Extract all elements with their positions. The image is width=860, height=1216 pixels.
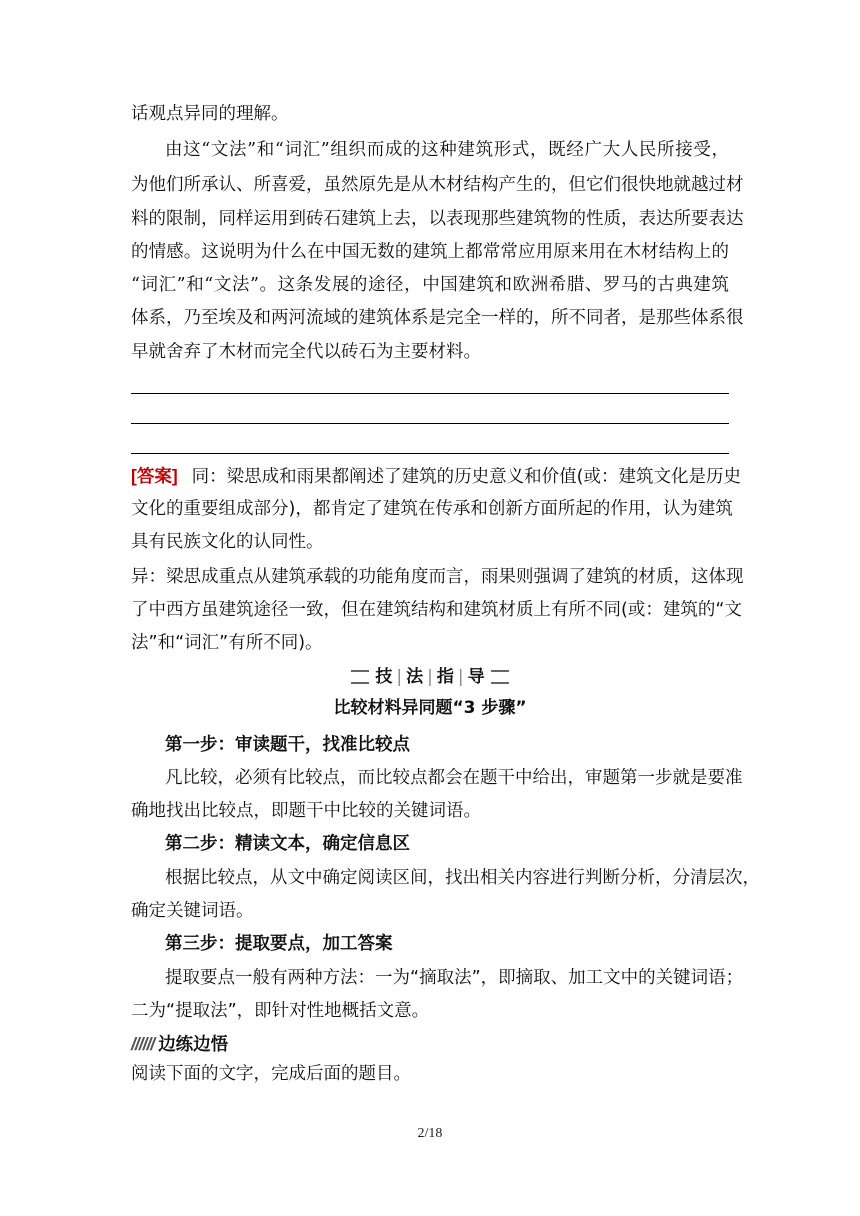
banner-char: 导: [467, 667, 485, 687]
step2-line: 根据比较点，从文中确定阅读区间，找出相关内容进行判断分析，分清层次，: [165, 868, 760, 888]
practice-heading-text: 边练边悟: [158, 1035, 229, 1055]
answer-blank-line: [131, 453, 729, 454]
method-title: 比较材料异同题“3 步骤”: [333, 698, 527, 718]
banner-decoration-right: [491, 670, 509, 684]
page-number: 2/18: [417, 1126, 443, 1141]
practice-instruction: 阅读下面的文字，完成后面的题目。: [131, 1064, 411, 1084]
step2-heading: 第二步：精读文本，确定信息区: [165, 834, 410, 854]
section-banner: [0, 664, 860, 690]
step1-line: 确地找出比较点，即题干中比较的关键词语。: [131, 801, 481, 821]
passage-line: 早就舍弃了木材而完全代以砖石为主要材料。: [131, 342, 481, 362]
banner-char: 技: [375, 667, 393, 687]
banner-char: 法: [406, 667, 424, 687]
passage-line: 的情感。这说明为什么在中国无数的建筑上都常常应用原来用在木材结构上的: [131, 242, 729, 262]
step3-line: 二为“提取法”，即针对性地概括文意。: [131, 1001, 430, 1021]
answer-label: [答案]: [131, 466, 178, 486]
banner-separator: |: [396, 667, 403, 687]
slashes-decoration: //////: [131, 1034, 155, 1054]
answer-line: [131, 460, 741, 494]
step2-line: 确定关键词语。: [131, 901, 254, 921]
banner-separator: |: [457, 667, 464, 687]
passage-line: 料的限制，同样运用到砖石建筑上去，以表现那些建筑物的性质，表达所要表达: [131, 209, 744, 229]
answer-blank-line: [131, 423, 729, 424]
answer-text: 同：梁思成和雨果都阐述了建筑的历史意义和价值(或：建筑文化是历史: [191, 467, 741, 487]
banner-char: 指: [436, 667, 454, 687]
step3-heading: 第三步：提取要点，加工答案: [165, 934, 393, 954]
passage-line: 体系，乃至埃及和两河流域的建筑体系是完全一样的，所不同者，是那些体系很: [131, 308, 744, 328]
practice-heading: [131, 1028, 729, 1062]
answer-line: 异：梁思成重点从建筑承载的功能角度而言，雨果则强调了建筑的材质，这体现: [131, 567, 744, 587]
answer-line: 具有民族文化的认同性。: [131, 532, 324, 552]
passage-line: 为他们所承认、所喜爱，虽然原先是从木材结构产生的，但它们很快地就越过材: [131, 175, 744, 195]
answer-blank-line: [131, 393, 729, 394]
step1-heading: 第一步：审读题干，找准比较点: [165, 735, 410, 755]
answer-line: 了中西方虽建筑途径一致，但在建筑结构和建筑材质上有所不同(或：建筑的“文: [131, 600, 742, 620]
passage-line: “词汇”和“文法”。这条发展的途径，中国建筑和欧洲希腊、罗马的古典建筑: [131, 275, 729, 295]
answer-line: 文化的重要组成部分)，都肯定了建筑在传承和创新方面所起的作用，认为建筑: [131, 499, 733, 519]
answer-line: 法”和“词汇”有所不同)。: [131, 633, 323, 653]
step3-line: 提取要点一般有两种方法：一为“摘取法”，即摘取、加工文中的关键词语；: [165, 968, 744, 988]
banner-separator: |: [427, 667, 433, 687]
step1-line: 凡比较，必须有比较点，而比较点都会在题干中给出，审题第一步就是要准: [165, 768, 743, 788]
passage-line: 由这“文法”和“词汇”组织而成的这种建筑形式，既经广大人民所接受，: [165, 140, 729, 160]
passage-line: 话观点异同的理解。: [131, 104, 289, 124]
banner-decoration-left: [351, 670, 369, 684]
